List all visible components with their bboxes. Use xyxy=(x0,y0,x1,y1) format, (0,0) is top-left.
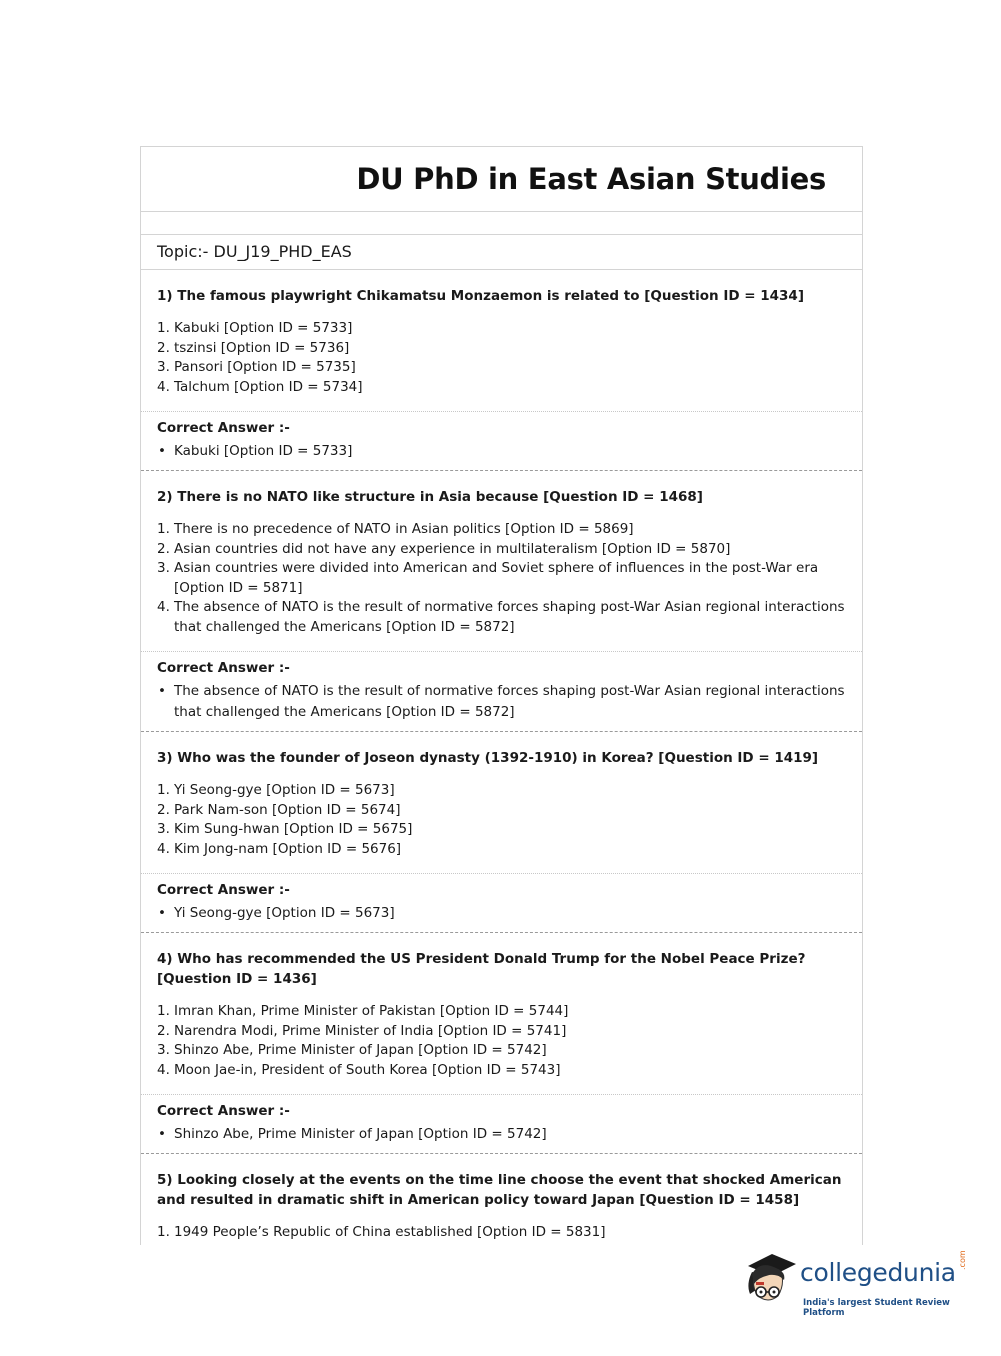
question-block-3 xyxy=(141,732,862,932)
document-page xyxy=(140,146,863,1245)
option-item: 2. Narendra Modi, Prime Minister of India [Option ID = 5741] xyxy=(157,1022,567,1039)
correct-answer-list xyxy=(157,1124,846,1145)
correct-answer-item: • Shinzo Abe, Prime Minister of Japan [Option ID = 5742] xyxy=(157,1124,846,1145)
spacer-row xyxy=(141,212,862,235)
options-list xyxy=(157,520,846,637)
options-list xyxy=(157,1223,846,1243)
correct-answer-list xyxy=(157,903,846,924)
collegedunia-logo[interactable] xyxy=(742,1250,972,1320)
option-item: 2. Asian countries did not have any experience in multilateralism [Option ID = 5870] xyxy=(157,540,731,557)
option-item: 4. Moon Jae-in, President of South Korea [Option ID = 5743] xyxy=(157,1061,561,1078)
options-list xyxy=(157,1002,846,1080)
correct-answer-list xyxy=(157,441,846,462)
correct-answer-heading: Correct Answer :- xyxy=(157,420,290,436)
correct-answer-heading: Correct Answer :- xyxy=(157,882,290,898)
question-block-2 xyxy=(141,471,862,731)
correct-answer-item: • Yi Seong-gye [Option ID = 5673] xyxy=(157,903,846,924)
option-item: 3. Kim Sung-hwan [Option ID = 5675] xyxy=(157,821,413,837)
options-list xyxy=(157,781,846,859)
option-item: 1. Kabuki [Option ID = 5733] xyxy=(157,320,353,336)
logo-tagline: India's largest Student Review Platform xyxy=(803,1298,950,1318)
option-item: 1. 1949 People’s Republic of China established [Option ID = 5831] xyxy=(157,1224,606,1240)
correct-answer-section xyxy=(141,651,862,731)
option-item: 2. Park Nam-son [Option ID = 5674] xyxy=(157,801,401,818)
option-item: 4. The absence of NATO is the result of normative forces shaping post-War Asian regional interactions that challenged the Americans [Option ID = 5872] xyxy=(157,599,845,635)
option-item: 1. Yi Seong-gye [Option ID = 5673] xyxy=(157,782,395,798)
correct-answer-item: • Kabuki [Option ID = 5733] xyxy=(157,441,846,462)
option-item: 2. tszinsi [Option ID = 5736] xyxy=(157,339,350,356)
question-block-5 xyxy=(141,1154,862,1243)
option-item: 1. Imran Khan, Prime Minister of Pakistan [Option ID = 5744] xyxy=(157,1003,569,1019)
correct-answer-section xyxy=(141,873,862,932)
option-item: 4. Talchum [Option ID = 5734] xyxy=(157,378,363,395)
options-list xyxy=(157,319,846,397)
question-text: 4) Who has recommended the US President Donald Trump for the Nobel Peace Prize? [Question ID = 1436] xyxy=(157,951,806,987)
correct-answer-item: • The absence of NATO is the result of normative forces shaping post-War Asian regional interactions that challenged the Americans [Option ID = 5872] xyxy=(157,681,846,723)
correct-answer-section xyxy=(141,411,862,470)
question-text: 2) There is no NATO like structure in Asia because [Question ID = 1468] xyxy=(157,489,703,505)
correct-answer-heading: Correct Answer :- xyxy=(157,660,290,676)
logo-suffix: .com xyxy=(958,1250,967,1270)
question-text: 3) Who was the founder of Joseon dynasty (1392-1910) in Korea? [Question ID = 1419] xyxy=(157,750,819,766)
correct-answer-section xyxy=(141,1094,862,1153)
document-title: DU PhD in East Asian Studies xyxy=(356,162,826,196)
question-block-4 xyxy=(141,933,862,1153)
question-block-1 xyxy=(141,270,862,470)
option-item: 1. There is no precedence of NATO in Asian politics [Option ID = 5869] xyxy=(157,521,634,537)
question-text: 1) The famous playwright Chikamatsu Monzaemon is related to [Question ID = 1434] xyxy=(157,288,804,304)
topic-row xyxy=(141,235,862,270)
option-item: 3. Shinzo Abe, Prime Minister of Japan [Option ID = 5742] xyxy=(157,1042,547,1058)
correct-answer-list xyxy=(157,681,846,723)
title-row xyxy=(141,147,862,212)
question-text: 5) Looking closely at the events on the time line choose the event that shocked American and resulted in dramatic shift in American policy toward Japan [Question ID = 1458] xyxy=(157,1172,842,1208)
option-item: 4. Kim Jong-nam [Option ID = 5676] xyxy=(157,840,402,857)
option-item: 3. Pansori [Option ID = 5735] xyxy=(157,359,356,375)
topic-label: Topic:- DU_J19_PHD_EAS xyxy=(157,242,352,261)
mascot-icon xyxy=(742,1250,798,1316)
correct-answer-heading: Correct Answer :- xyxy=(157,1103,290,1119)
logo-wordmark: collegedunia xyxy=(800,1258,956,1287)
option-item: 3. Asian countries were divided into American and Soviet sphere of influences in the post-War era [Option ID = 5871] xyxy=(157,560,819,596)
